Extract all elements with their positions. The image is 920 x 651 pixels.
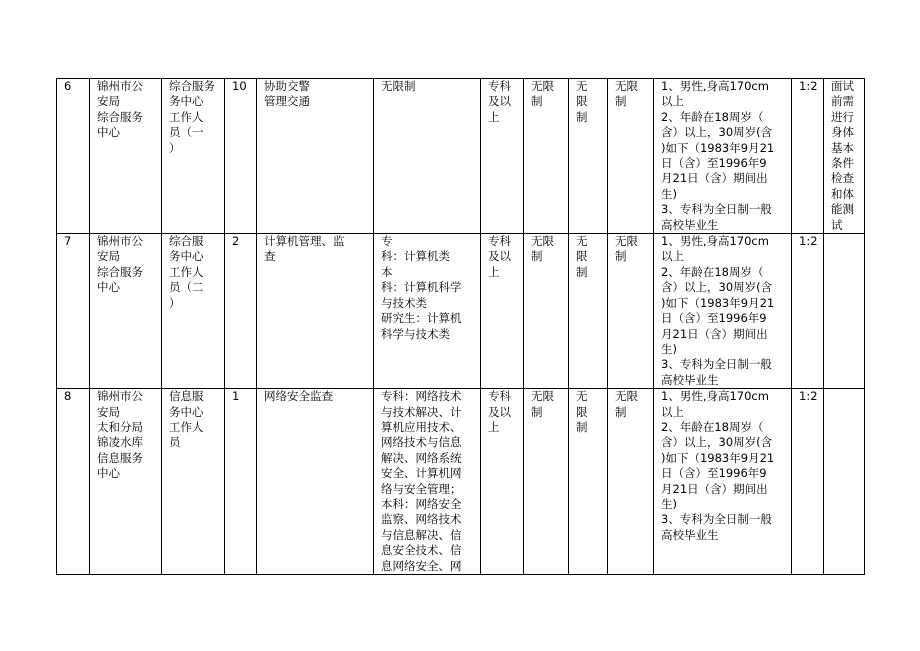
cell-major: 专 科：计算机类 本 科：计算机科学 与技术类 研究生：计算机 科学与技术类 bbox=[374, 234, 481, 389]
cell-education: 专科 及以 上 bbox=[481, 234, 524, 389]
table-row bbox=[57, 234, 865, 389]
cell-col9: 无 限 制 bbox=[569, 79, 608, 234]
cell-education: 专科 及以 上 bbox=[481, 389, 524, 575]
cell-duty: 协助交警 管理交通 bbox=[257, 79, 374, 234]
cell-other-conditions: 1、男性,身高170cm 以上 2、年龄在18周岁（ 含）以上，30周岁(含 )如下（1983年9月21 日（含）至1996年9 月21日（含）期间出 生) 3、专科为全日制一般 高校毕业生 bbox=[654, 234, 792, 389]
cell-count: 2 bbox=[225, 234, 257, 389]
cell-other-conditions: 1、男性,身高170cm 以上 2、年龄在18周岁（ 含）以上，30周岁(含 )如下（1983年9月21 日（含）至1996年9 月21日（含）期间出 生) 3、专科为全日制一般 高校毕业生 bbox=[654, 79, 792, 234]
cell-no: 6 bbox=[57, 79, 90, 234]
cell-duty: 计算机管理、监 查 bbox=[257, 234, 374, 389]
cell-col9: 无 限 制 bbox=[569, 389, 608, 575]
cell-ratio: 1:2 bbox=[792, 234, 824, 389]
cell-position: 综合服务 务中心 工作人 员（一 ） bbox=[162, 79, 225, 234]
cell-no: 8 bbox=[57, 389, 90, 575]
cell-major: 专科：网络技术 与技术解决、计 算机应用技术、 网络技术与信息 解决、网络系统 安全、计算机网 络与安全管理； 本科：网络安全 监察、网络技术 与信息解决、信 息安全技术、信 息网络安全、网 bbox=[374, 389, 481, 575]
cell-education: 专科 及以 上 bbox=[481, 79, 524, 234]
cell-col10: 无限 制 bbox=[608, 389, 654, 575]
cell-degree: 无限 制 bbox=[524, 234, 569, 389]
cell-count: 10 bbox=[225, 79, 257, 234]
cell-ratio: 1:2 bbox=[792, 389, 824, 575]
cell-remark: 面试 前需 进行 身体 基本 条件 检查 和体 能测 试 bbox=[824, 79, 865, 234]
cell-col9: 无 限 制 bbox=[569, 234, 608, 389]
cell-col10: 无限 制 bbox=[608, 79, 654, 234]
cell-unit: 锦州市公 安局 综合服务 中心 bbox=[90, 79, 162, 234]
cell-count: 1 bbox=[225, 389, 257, 575]
cell-other-conditions: 1、男性,身高170cm 以上 2、年龄在18周岁（ 含）以上，30周岁(含 )如下（1983年9月21 日（含）至1996年9 月21日（含）期间出 生) 3、专科为全日制一般 高校毕业生 bbox=[654, 389, 792, 575]
cell-degree: 无限 制 bbox=[524, 389, 569, 575]
cell-duty: 网络安全监查 bbox=[257, 389, 374, 575]
cell-position: 综合服 务中心 工作人 员（二 ） bbox=[162, 234, 225, 389]
cell-unit: 锦州市公 安局 综合服务 中心 bbox=[90, 234, 162, 389]
cell-col10: 无限 制 bbox=[608, 234, 654, 389]
cell-unit: 锦州市公 安局 太和分局 锦凌水库 信息服务 中心 bbox=[90, 389, 162, 575]
cell-remark bbox=[824, 234, 865, 389]
cell-degree: 无限 制 bbox=[524, 79, 569, 234]
recruitment-table bbox=[56, 78, 865, 575]
cell-position: 信息服 务中心 工作人 员 bbox=[162, 389, 225, 575]
table-row bbox=[57, 389, 865, 575]
cell-remark bbox=[824, 389, 865, 575]
cell-major: 无限制 bbox=[374, 79, 481, 234]
cell-no: 7 bbox=[57, 234, 90, 389]
table-row bbox=[57, 79, 865, 234]
cell-ratio: 1:2 bbox=[792, 79, 824, 234]
